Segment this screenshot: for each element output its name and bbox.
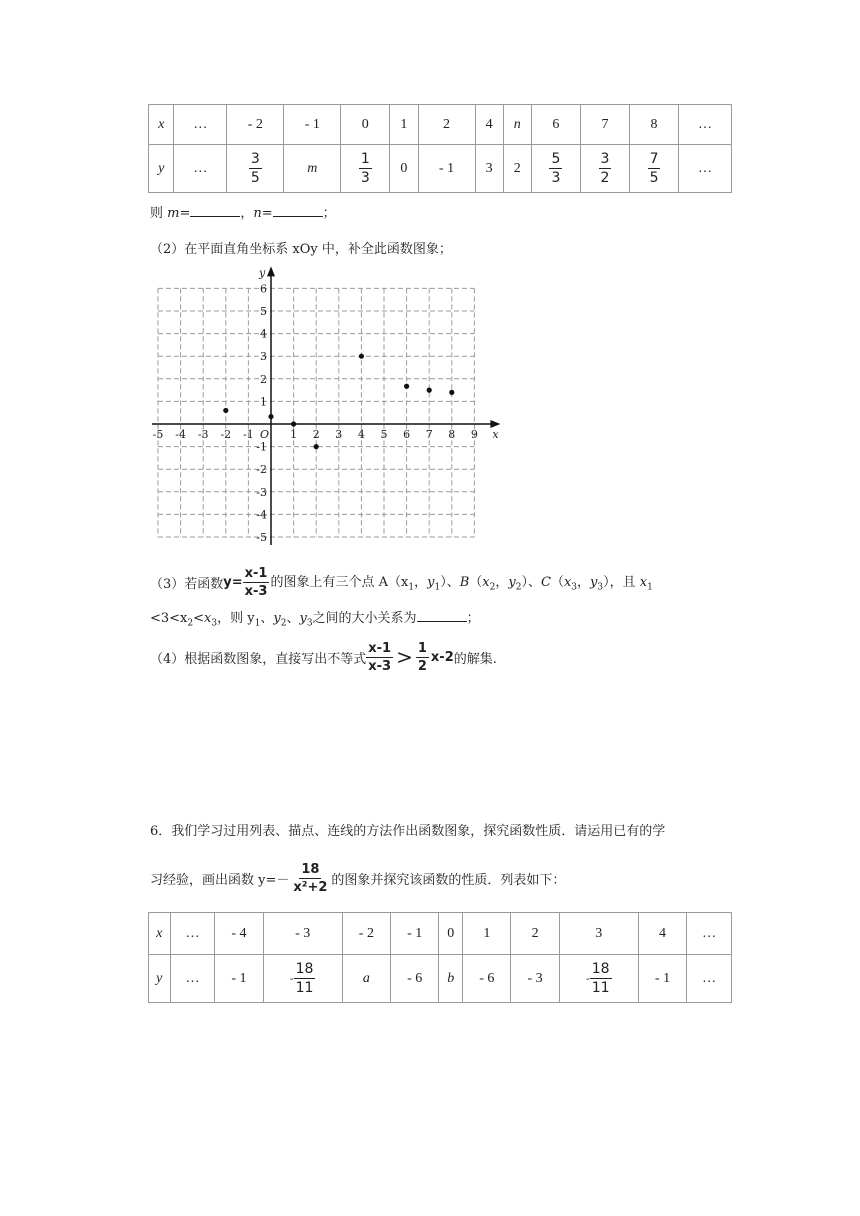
row-label: x (149, 105, 174, 145)
fraction-num: 1 (360, 151, 370, 167)
table-cell: 0 (439, 913, 463, 955)
table-cell: … (174, 145, 227, 193)
fraction (249, 152, 262, 185)
table-row-x (149, 105, 732, 145)
table-row-x (149, 913, 732, 955)
table-cell: - 2 (342, 913, 390, 955)
fraction-num: 3 (600, 151, 610, 167)
q1-blank-m[interactable] (190, 204, 240, 217)
fraction-den: 2 (600, 170, 610, 186)
q4-lead: （4）根据函数图象，直接写出不等式 (150, 651, 367, 667)
q4-rhs-num: 1 (417, 640, 427, 656)
table-cell: n (503, 105, 531, 145)
x-axis-arrow-icon (490, 420, 500, 428)
table-row-y (149, 145, 732, 193)
fraction-num: 7 (649, 151, 659, 167)
data-point (268, 414, 273, 419)
x-tick-label: 6 (403, 428, 411, 441)
table-cell: 2 (418, 105, 475, 145)
q4-end: 的解集. (453, 651, 497, 667)
fraction-den: 5 (250, 170, 260, 186)
y-tick-label: 3 (260, 350, 267, 364)
q1-eq1: = (179, 206, 191, 221)
data-point (427, 388, 432, 393)
table-cell (630, 145, 679, 193)
x-tick-label: 3 (335, 428, 343, 441)
q4-lhs-den: x-3 (368, 658, 392, 674)
table-cell: 8 (630, 105, 679, 145)
q6-line2-a: 习经验，画出函数 y=－ (150, 872, 290, 888)
q1-answer-line (150, 202, 336, 221)
fraction (294, 962, 316, 995)
y-tick-label: 5 (260, 305, 267, 318)
fraction-den: 5 (649, 170, 659, 186)
q4-line (150, 636, 497, 678)
row-label: y (149, 955, 171, 1003)
x-tick-label: 2 (312, 428, 320, 441)
q3-points-text: 的图象上有三个点 $A(x_1$，$y_1$）、$B(x_2$，$y_2$）、$C(x_3$，$y_3$），且 $x_1$ (270, 575, 653, 593)
q1-n: n (253, 206, 262, 221)
y-axis-arrow-icon (267, 266, 275, 276)
table-cell (531, 145, 580, 193)
table-cell (559, 955, 638, 1003)
table-cell: - 4 (215, 913, 263, 955)
q6-line2 (150, 856, 565, 900)
value-table-2 (148, 912, 732, 1003)
x-tick-label: -2 (220, 428, 232, 441)
q3-line2-text: <3<x (150, 611, 188, 626)
q3-end: 之间的大小关系为 (312, 611, 417, 626)
fraction-num: 5 (551, 151, 561, 167)
q1-sep: ， (240, 206, 254, 221)
table-cell: 6 (531, 105, 580, 145)
table-cell: 3 (559, 913, 638, 955)
table-cell: 3 (475, 145, 503, 193)
y-tick-label: -1 (256, 440, 267, 454)
table-cell: - 1 (638, 955, 686, 1003)
table-cell (580, 145, 629, 193)
grid (158, 288, 474, 537)
fraction (599, 152, 612, 185)
table-cell: 1 (463, 913, 511, 955)
q2-text: （2）在平面直角坐标系 xOy 中，补全此函数图象； (150, 242, 452, 257)
x-tick-label: -1 (243, 428, 254, 441)
q1-text: 则 (150, 206, 168, 221)
data-point (223, 408, 228, 413)
q6-fraction (291, 863, 329, 894)
fraction (648, 152, 661, 185)
q6-fraction-num: 18 (301, 861, 320, 877)
table-cell: 2 (503, 145, 531, 193)
q4-lhs-fraction (366, 642, 393, 673)
q1-m: m (167, 206, 180, 221)
q4-gt: > (396, 645, 413, 669)
q4-rhs-tail: x-2 (430, 649, 454, 665)
x-tick-label: 5 (380, 428, 388, 441)
y-axis-label: y (259, 266, 266, 280)
q3-line2: $<3<x_2<x_3$，则 $y_1$、$y_2$、$y_3$之间的大小关系为 ； (150, 611, 480, 629)
fraction-den: 3 (360, 170, 370, 186)
fraction (359, 152, 372, 185)
q3-line1 (150, 562, 653, 602)
q4-rhs-fraction (416, 642, 429, 673)
value-table-1 (148, 104, 732, 193)
y-tick-label: 6 (260, 282, 267, 296)
y-tick-label: 2 (260, 372, 267, 386)
q4-rhs-den: 2 (417, 658, 427, 674)
q3-blank[interactable] (417, 609, 467, 622)
table-cell (341, 145, 390, 193)
table-cell: … (170, 955, 215, 1003)
x-tick-label: 9 (470, 428, 478, 441)
y-tick-label: -2 (256, 463, 267, 477)
minus-sign: - (289, 972, 294, 985)
table-cell: 4 (638, 913, 686, 955)
q3-semi: ； (466, 611, 480, 626)
data-point (359, 354, 364, 359)
q3-text-b: 的图象上有三个点 A（x (270, 575, 409, 591)
table-cell: a (342, 955, 390, 1003)
fraction (549, 152, 562, 185)
fraction-num: 18 (295, 961, 314, 977)
y-tick-label: -4 (256, 508, 267, 522)
fraction-den: 11 (295, 980, 314, 996)
q3-tail: ，则 y (217, 611, 255, 626)
table-cell (263, 955, 342, 1003)
table-row-y (149, 955, 732, 1003)
data-point (291, 421, 296, 426)
table-cell: … (687, 913, 732, 955)
q3-fraction-num: x-1 (244, 565, 268, 581)
fraction (590, 962, 612, 995)
y-tick-label: -3 (256, 485, 267, 499)
x-tick-label: -3 (197, 428, 209, 441)
x-tick-label: 1 (290, 428, 298, 441)
table-cell: … (174, 105, 227, 145)
data-point (449, 390, 454, 395)
x-tick-label: 7 (425, 428, 433, 441)
q1-eq2: = (261, 206, 273, 221)
table-cell (227, 145, 284, 193)
q6-line2-b: 的图象并探究该函数的性质．列表如下： (331, 872, 566, 888)
x-tick-label: 4 (357, 428, 365, 441)
table-cell: 1 (390, 105, 418, 145)
table-cell: … (679, 145, 732, 193)
table-cell: - 1 (215, 955, 263, 1003)
q3-fn-prefix: y= (223, 574, 243, 590)
table-cell: … (687, 955, 732, 1003)
table-cell: … (679, 105, 732, 145)
x-tick-label: -4 (175, 428, 186, 441)
x-tick-label: -5 (152, 428, 164, 441)
y-tick-label: 1 (260, 395, 267, 409)
fraction-num: 3 (250, 151, 260, 167)
q3-fraction (243, 567, 270, 598)
table-cell: 0 (341, 105, 390, 145)
row-label: x (149, 913, 171, 955)
q6-fraction-den: x²+2 (293, 879, 328, 895)
data-point (404, 384, 409, 389)
data-point (314, 444, 319, 449)
q3-fraction-den: x-3 (244, 583, 268, 599)
y-tick-label: -5 (256, 531, 267, 544)
minus-sign: - (586, 972, 590, 985)
q3-lead: （3）若函数 (150, 576, 224, 592)
q1-end: ； (322, 206, 336, 221)
x-axis-label: x (492, 428, 499, 441)
q6-line1: 6．我们学习过用列表、描点、连线的方法作出函数图象，探究函数性质．请运用已有的学 (150, 824, 666, 839)
table-cell: - 2 (227, 105, 284, 145)
table-cell: … (170, 913, 215, 955)
row-label: y (149, 145, 174, 193)
y-tick-label: 4 (260, 327, 267, 341)
q1-blank-n[interactable] (273, 204, 323, 217)
table-cell: 4 (475, 105, 503, 145)
table-cell: - 1 (418, 145, 475, 193)
table-cell: b (439, 955, 463, 1003)
fraction-den: 3 (551, 170, 561, 186)
table-cell: - 1 (284, 105, 341, 145)
table-cell: - 6 (463, 955, 511, 1003)
coordinate-graph (140, 254, 520, 554)
table-cell: 2 (511, 913, 559, 955)
table-cell: 0 (390, 145, 418, 193)
fraction-num: 18 (591, 961, 610, 977)
table-cell: - 3 (511, 955, 559, 1003)
table-cell: m (284, 145, 341, 193)
table-cell: 7 (580, 105, 629, 145)
table-cell: - 1 (391, 913, 439, 955)
table-cell: - 3 (263, 913, 342, 955)
fraction-den: 11 (591, 980, 610, 996)
axes (152, 266, 500, 545)
table-cell: - 6 (391, 955, 439, 1003)
q4-lhs-num: x-1 (368, 640, 392, 656)
x-tick-label: 8 (448, 428, 456, 441)
origin-label: O (260, 428, 270, 441)
